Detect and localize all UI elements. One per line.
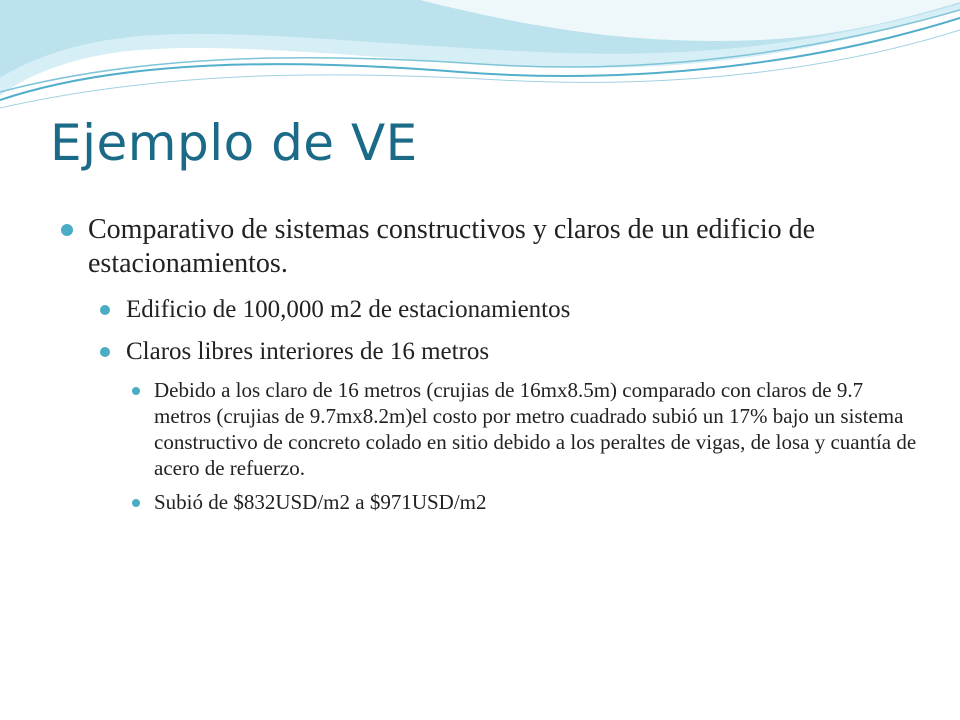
bullet-text: Debido a los claro de 16 metros (crujias de 16mx8.5m) comparado con claros de 9.7 metros (crujias de 9.7mx8.2m)el costo por metro cuadrado subió un 17% bajo un sistema constructivo de concreto colado en sitio debido a los peraltes de vigas, de losa y cuantía de acero de refuerzo. — [154, 378, 917, 480]
bullet-level2 — [98, 295, 920, 325]
bullet-level1 — [60, 213, 920, 281]
bullet-level3 — [130, 377, 920, 481]
bullet-dot-icon — [132, 387, 140, 395]
bullet-level2 — [98, 337, 920, 367]
header-wave-decoration — [0, 0, 960, 130]
bullet-dot-icon — [61, 224, 73, 236]
bullet-level3 — [130, 489, 920, 515]
bullet-text: Claros libres interiores de 16 metros — [126, 338, 490, 365]
bullet-text: Subió de $832USD/m2 a $971USD/m2 — [154, 490, 487, 514]
bullet-dot-icon — [100, 305, 110, 315]
bullet-dot-icon — [132, 499, 140, 507]
bullet-text: Comparativo de sistemas constructivos y claros de un edificio de estacionamientos. — [88, 214, 816, 279]
slide-title: Ejemplo de VE — [50, 114, 418, 172]
bullet-text: Edificio de 100,000 m2 de estacionamientos — [126, 296, 571, 323]
bullet-list — [60, 213, 920, 515]
bullet-dot-icon — [100, 347, 110, 357]
